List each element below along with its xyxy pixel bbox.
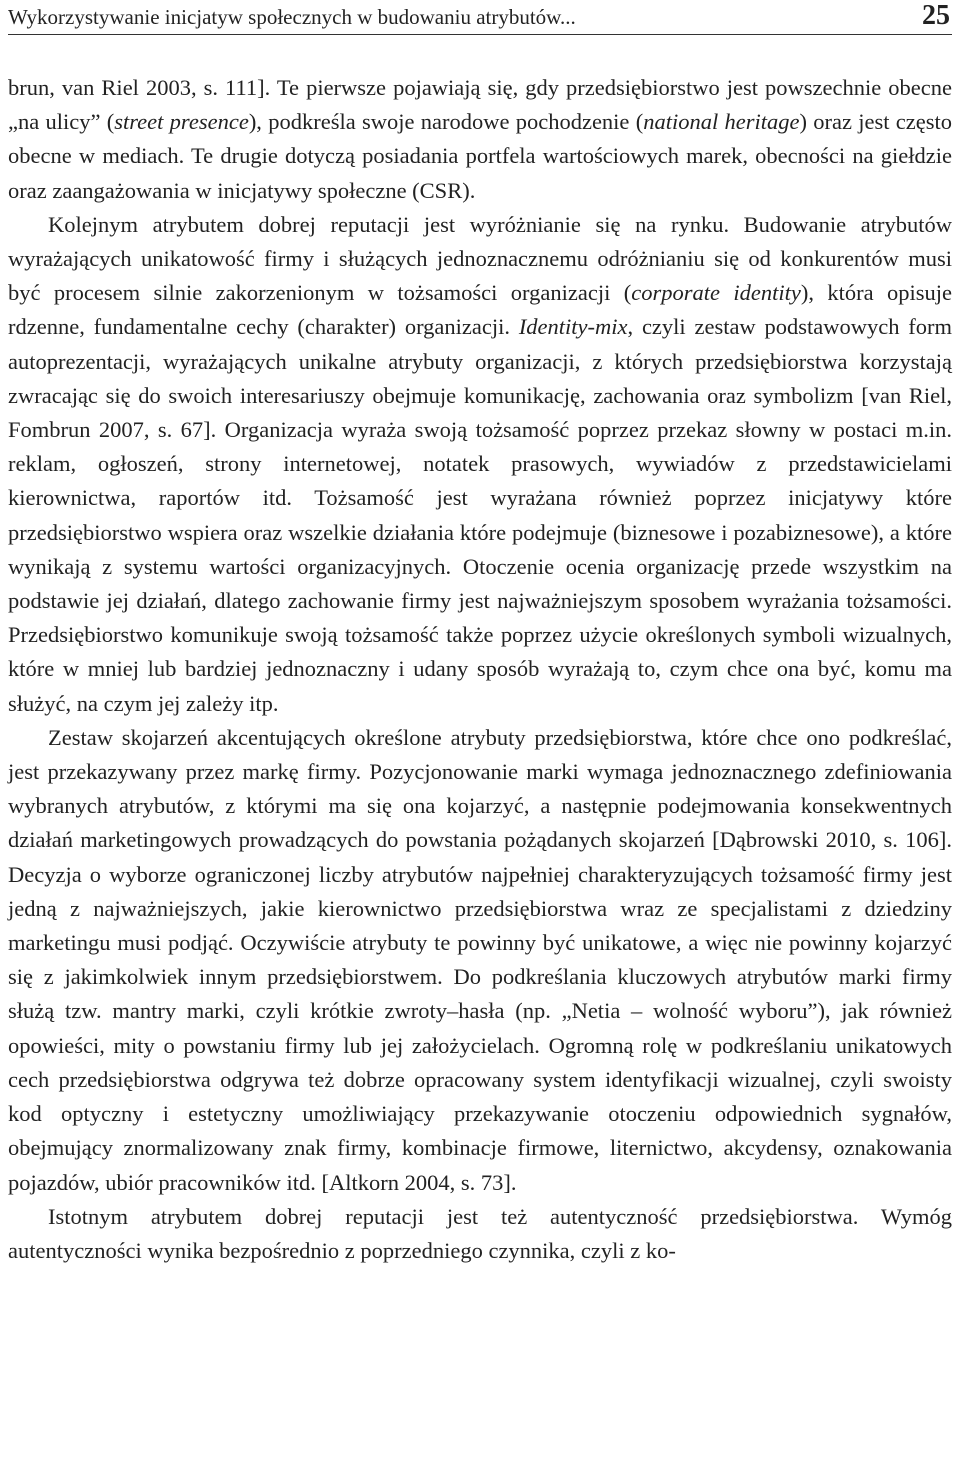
text-run: Kolejnym atrybutem dobrej reputacji jest wyróżnianie się na rynku. Budowanie atrybutów wyrażających unikatowość firmy i służących jednoznacznemu odróżnianiu się od konkurentów musi być procesem silnie zakorzenionym w tożsamości organizacji ( [8,211,952,306]
italic-term: street presence [114,109,249,135]
text-run: Istotnym atrybutem dobrej reputacji jest też autentyczność przedsiębiorstwa. Wymóg autentyczności wynika bezpośrednio z poprzedniego czynnika, czyli z ko- [8,1203,952,1263]
text-run: , czyli zestaw podstawowych form autoprezentacji, wyrażających unikalne atrybuty organizacji, z których przedsiębiorstwa korzystają zwracając się do swoich interesariuszy obejmuje komunikację, zachowania oraz symbolizm [van Riel, Fombrun 2007, s. 67]. Organizacja wyraża swoją tożsamość poprzez przekaz słowny w postaci m.in. reklam, ogłoszeń, strony internetowej, notatek prasowych, wywiadów z przedstawicielami kierownictwa, raportów itd. Tożsamość jest wyrażana również poprzez inicjatywy które przedsiębiorstwo wspiera oraz wszelkie działania które podejmuje (biznesowe i pozabiznesowe), a które wynikają z systemu wartości organizacyjnych. Otoczenie ocenia organizację przede wszystkim na podstawie jej działań, dlatego zachowanie firmy jest najważniejszym sposobem wyrażania tożsamości. Przedsiębiorstwo komunikuje swoją tożsamość także poprzez użycie określonych symboli wizualnych, które w mniej lub bardziej jednoznaczny i udany sposób wyrażają to, czym chce ona być, komu ma służyć, na czym jej zależy itp. [8,314,952,716]
paragraph-authenticity [8,1200,952,1268]
text-run: brun, van Riel 2003, s. 111]. Te pierwsze pojawiają się, gdy przedsiębiorstwo jest powszechnie obecne „na ulicy” ( [8,75,952,135]
text-run: ), podkreśla swoje narodowe pochodzenie ( [248,109,644,135]
paragraph-distinction [8,208,952,721]
running-title: Wykorzystywanie inicjatyw społecznych w budowaniu atrybutów... [8,5,576,29]
running-header [8,0,952,35]
paragraph-continuation [8,71,952,208]
page-number: 25 [922,0,950,31]
italic-term: national heritage [643,109,800,135]
italic-term: Identity-mix [518,314,628,340]
text-run: ) oraz jest często obecne w mediach. Te drugie dotyczą posiadania portfela wartościowych marek, obecności na giełdzie oraz zaangażowania w inicjatywy społeczne (CSR). [8,109,952,203]
text-run: Zestaw skojarzeń akcentujących określone atrybuty przedsiębiorstwa, które chce ono podkreślać, jest przekazywany przez markę firmy. Pozycjonowanie marki wymaga jednoznacznego zdefiniowania wybranych atrybutów, z którymi ma się ona kojarzyć, a następnie podejmowania konsekwentnych działań marketingowych prowadzących do powstania pożądanych skojarzeń [Dąbrowski 2010, s. 106]. Decyzja o wyborze ograniczonej liczby atrybutów najpełniej charakteryzujących tożsamość firmy jest jedną z najważniejszych, jakie kierownictwo przedsiębiorstwa wraz ze specjalistami z dziedziny marketingu musi podjąć. Oczywiście atrybuty te powinny być unikatowe, a więc nie powinny kojarzyć się z jakimkolwiek innym przedsiębiorstwem. Do podkreślania kluczowych atrybutów marki firmy służą tzw. mantry marki, czyli krótkie zwroty–hasła (np. „Netia – wolność wyboru”), jak również opowieści, mity o powstaniu firmy lub jej założycielach. Ogromną rolę w podkreślaniu unikatowych cech przedsiębiorstwa odgrywa też dobrze opracowany system identyfikacji wizualnej, czyli swoisty kod optyczny i estetyczny umożliwiający przekazywanie otoczeniu odpowiednich sygnałów, obejmujący znormalizowany znak firmy, kombinacje firmowe, liternictwo, akcydensy, oznakowania pojazdów, ubiór pracowników itd. [Altkorn 2004, s. 73]. [8,724,952,1195]
paragraph-brand [8,721,952,1200]
text-run: ), która opisuje rdzenne, fundamentalne cechy (charakter) organizacji. [8,280,953,340]
body-text [8,71,952,1268]
italic-term: corporate identity [631,280,801,306]
